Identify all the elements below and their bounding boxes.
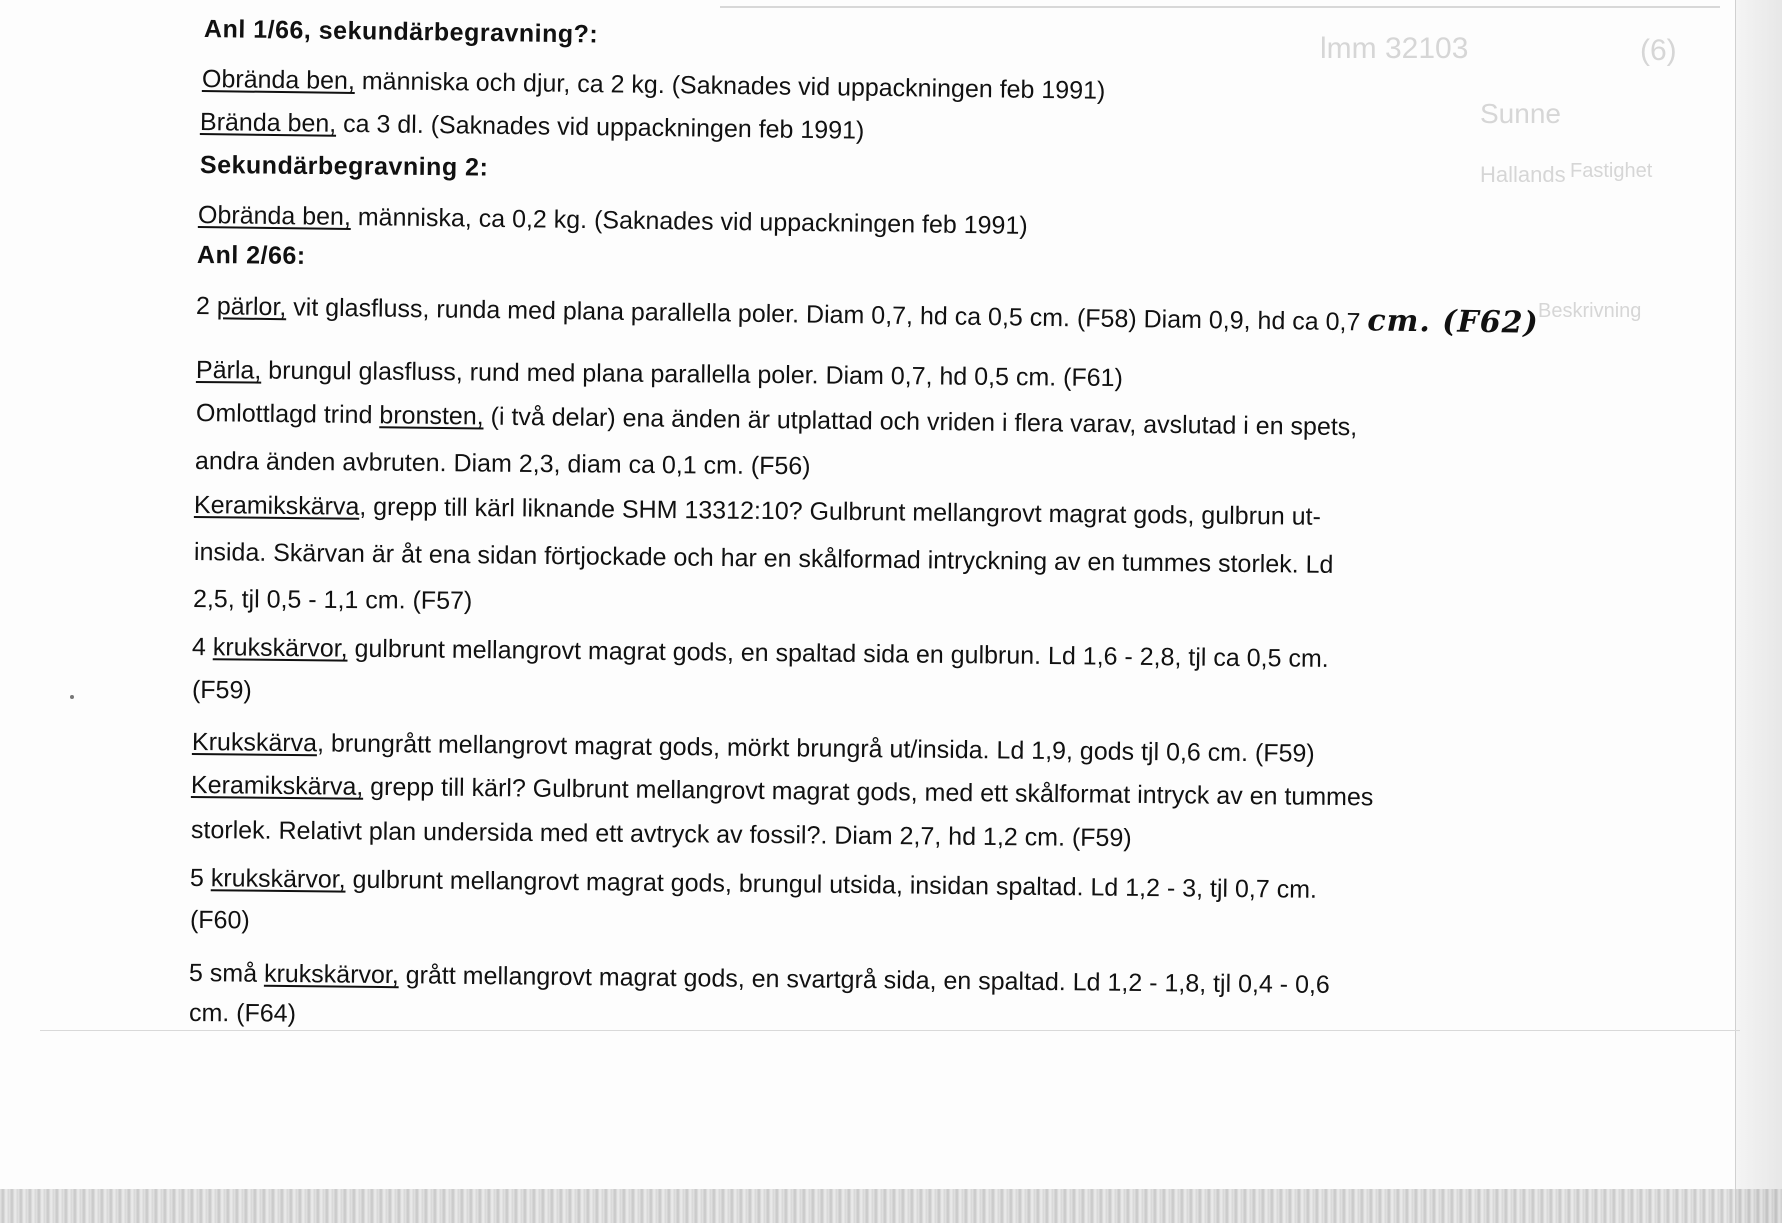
text-segment: , brungrått mellangrovt magrat gods, mörkt brungrå ut/insida. Ld 1,9, gods tjl 0,6 cm. (F59) [316, 729, 1315, 768]
text-segment: människa och djur, ca 2 kg. (Saknades vid uppackningen feb 1991) [354, 67, 1106, 105]
ghost-text: (6) [1640, 34, 1677, 67]
text-line [194, 537, 1334, 580]
text-line [194, 490, 1321, 532]
text-segment: gulbrunt mellangrovt magrat gods, brungul utsida, insidan spaltad. Ld 1,2 - 3, tjl 0,7 cm. [345, 865, 1318, 904]
find-category-term: Krukskärva [191, 728, 318, 758]
text-line [196, 355, 1123, 393]
section-heading: Sekundärbegravning 2: [199, 151, 489, 182]
text-line [192, 632, 1329, 674]
handwritten-annotation: cm. (F62) [1367, 303, 1539, 341]
text-line [190, 863, 1317, 905]
text-segment: ca 3 dl. (Saknades vid uppackningen feb 1991) [336, 109, 865, 145]
text-line [189, 958, 1330, 1000]
text-segment: gulbrunt mellangrovt magrat gods, en spaltad sida en gulbrun. Ld 1,6 - 2,8, tjl ca 0,5 cm. [347, 634, 1329, 673]
text-segment: vit glasfluss, runda med plana parallella poler. Diam 0,7, hd ca 0,5 cm. (F58) Diam 0,9, hd ca 0,7 [286, 293, 1368, 337]
text-segment: grått mellangrovt magrat gods, en svartgrå sida, en spaltad. Ld 1,2 - 1,8, tjl 0,4 - 0,6 [398, 961, 1330, 999]
text-line [195, 446, 811, 481]
find-category-term: pärlor, [216, 292, 287, 322]
scan-speck [70, 695, 74, 699]
text-line [197, 240, 306, 271]
scan-artifact-line [720, 6, 1720, 8]
ghost-text: Fastighet [1570, 160, 1653, 182]
find-category-term: Pärla, [195, 356, 262, 385]
scan-edge-bottom [0, 1189, 1782, 1223]
ghost-text: lmm 32103 [1320, 32, 1469, 65]
text-segment: insida. Skärvan är åt ena sidan förtjockade och har en skålformad intryckning av en tummes storlek. Ld [193, 538, 1334, 579]
ghost-text: Beskrivning [1538, 300, 1642, 322]
find-category-term: Keramikskärva [193, 491, 360, 521]
text-line [191, 770, 1374, 812]
text-line [192, 675, 252, 705]
text-segment: storlek. Relativt plan undersida med ett avtryck av fossil?. Diam 2,7, hd 1,2 cm. (F59) [190, 816, 1132, 853]
text-line [191, 815, 1132, 853]
text-line [190, 905, 250, 935]
text-line [192, 727, 1315, 769]
text-segment: brungul glasfluss, rund med plana parallella poler. Diam 0,7, hd 0,5 cm. (F61) [261, 356, 1123, 393]
find-category-term: bronsten, [379, 401, 484, 431]
text-segment: människa, ca 0,2 kg. (Saknades vid uppackningen feb 1991) [350, 203, 1028, 240]
find-category-term: krukskärvor, [212, 633, 348, 663]
text-segment: (i två delar) ena änden är utplattad och vriden i flera varav, avslutad i en spets, [483, 402, 1358, 442]
text-line [196, 290, 1539, 340]
text-segment: cm. (F64) [188, 999, 297, 1028]
find-category-term: Obrända ben, [201, 65, 356, 96]
text-segment: 2,5, tjl 0,5 - 1,1 cm. (F57) [192, 585, 473, 615]
text-segment: 5 [189, 864, 212, 893]
text-line [200, 150, 489, 183]
text-line [189, 998, 296, 1029]
find-category-term: Keramikskärva, [190, 771, 364, 801]
text-line [196, 398, 1358, 442]
text-segment: grepp till kärl? Gulbrunt mellangrovt magrat gods, med ett skålformat intryck av en tummes [363, 772, 1374, 812]
section-heading: Anl 2/66: [196, 241, 306, 270]
find-category-term: Obrända ben, [197, 201, 352, 232]
find-category-term: krukskärvor, [210, 864, 346, 894]
scan-edge-right [1735, 0, 1782, 1223]
text-segment: (F60) [189, 906, 250, 935]
scan-artifact-line [40, 1030, 1740, 1031]
text-line [202, 64, 1106, 106]
text-segment: , grepp till kärl liknande SHM 13312:10? Gulbrunt mellangrovt magrat gods, gulbrun ut- [359, 492, 1322, 531]
text-segment: Omlottlagd trind [195, 399, 380, 430]
text-line [204, 14, 599, 50]
text-segment: (F59) [191, 676, 252, 705]
text-line [200, 107, 865, 146]
text-segment: andra änden avbruten. Diam 2,3, diam ca 0,1 cm. (F56) [194, 447, 811, 481]
text-segment: 2 [195, 292, 218, 321]
text-line [193, 584, 472, 616]
text-segment: 5 små [188, 959, 265, 988]
text-segment: 4 [191, 633, 214, 662]
ghost-text: Sunne [1480, 98, 1561, 129]
ghost-text: Hallands [1480, 162, 1566, 187]
find-category-term: Brända ben, [199, 108, 337, 138]
section-heading: Anl 1/66, sekundärbegravning?: [203, 15, 599, 49]
find-category-term: krukskärvor, [263, 959, 399, 990]
text-line [198, 200, 1028, 241]
